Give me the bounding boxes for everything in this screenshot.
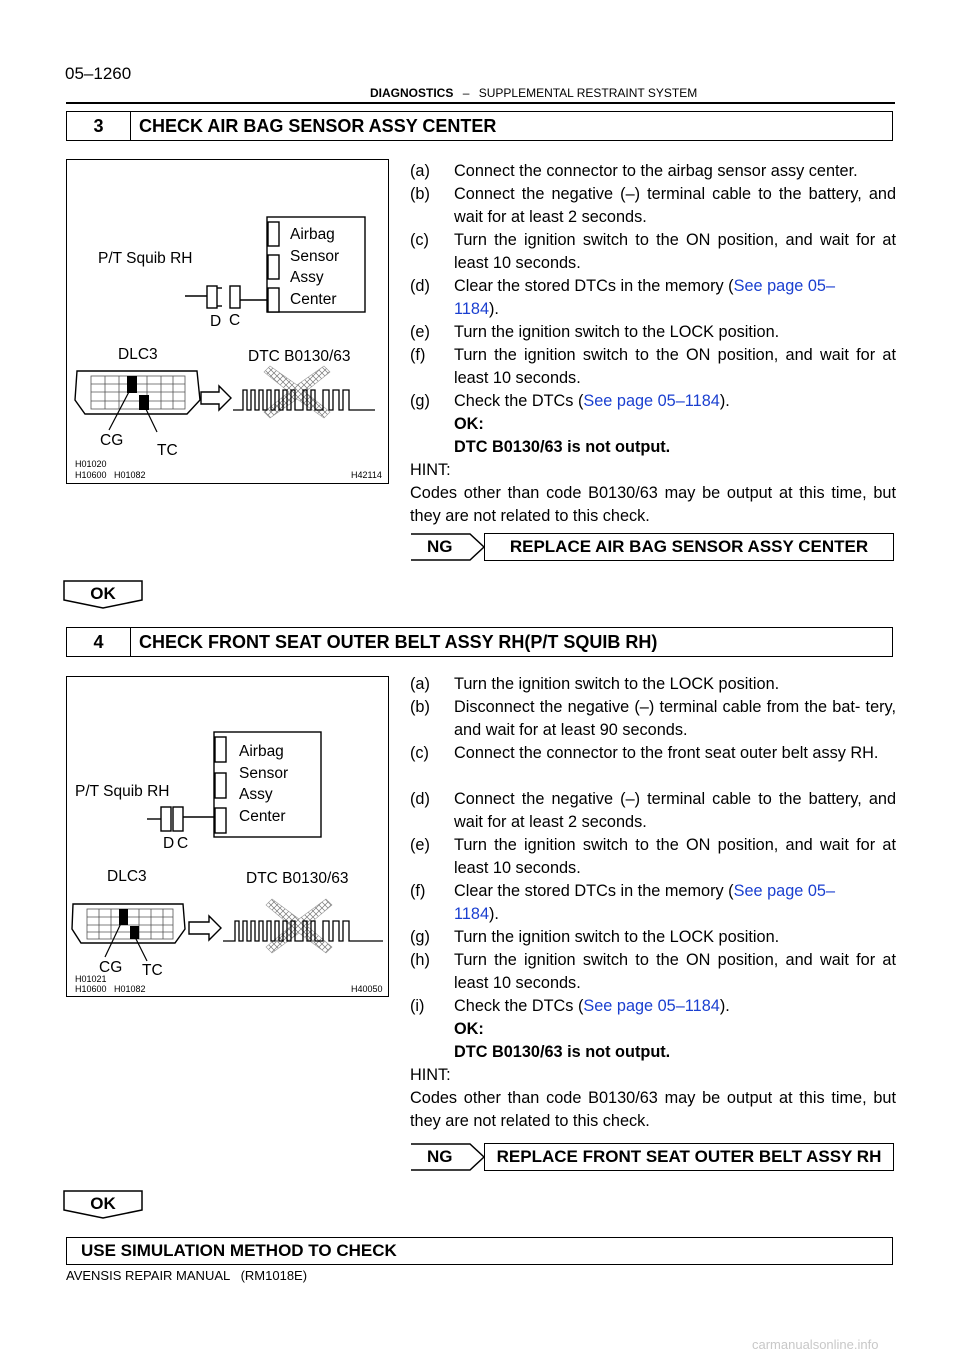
ng-label: NG: [427, 1147, 453, 1166]
item-text: Turn the ignition switch to the ON position, and wait for at least 10 seconds.: [454, 951, 896, 993]
step-4-number: 4: [67, 628, 131, 656]
item-text-pre: Clear the stored DTCs in the memory (: [454, 882, 734, 900]
ok-text: DTC B0130/63 is not output.: [454, 438, 671, 457]
item-label: (g): [410, 392, 430, 410]
step-3-item-a: [410, 160, 896, 183]
step-4-item-c: [410, 742, 896, 765]
ref-bottom-3: H10600 H01082: [75, 470, 146, 480]
item-label: (d): [410, 790, 430, 808]
step-4-ng-row: [410, 1143, 894, 1171]
step-4-item-a: [410, 673, 896, 696]
item-text: [454, 880, 874, 926]
sensor-label-4: [239, 741, 288, 827]
see-page-link[interactable]: See page 05–1184: [583, 392, 720, 410]
connector-c-label-4: C: [177, 835, 189, 852]
page-number: 05–1260: [65, 64, 132, 83]
final-instruction-box: USE SIMULATION METHOD TO CHECK: [66, 1237, 893, 1265]
step-4-item-b: [410, 696, 896, 742]
item-label: (f): [410, 346, 426, 364]
step-4-item-f: [410, 880, 896, 926]
item-text: [454, 390, 896, 413]
step-3-ng-row: [410, 533, 894, 561]
item-label: (a): [410, 162, 430, 180]
item-text: Turn the ignition switch to the LOCK position.: [454, 323, 780, 341]
item-label: (c): [410, 744, 429, 762]
item-text: Connect the connector to the airbag sensor assy center.: [454, 162, 858, 180]
ref-top-4: H01021: [75, 974, 107, 984]
tc-label-3: TC: [157, 442, 178, 459]
ref-top-3: H01020: [75, 459, 107, 469]
dlc-label-4: DLC3: [107, 868, 147, 885]
dtc-label-4: DTC B0130/63: [246, 870, 349, 887]
connector-c-label-3: C: [229, 312, 241, 329]
figure-step-3: [66, 159, 389, 484]
item-label: (a): [410, 675, 430, 693]
item-text: Turn the ignition switch to the LOCK position.: [454, 675, 780, 693]
ref-right-4: H40050: [351, 984, 383, 994]
ng-label: NG: [427, 537, 453, 556]
item-text-post: ).: [719, 392, 730, 410]
step-4-hint: [410, 1064, 896, 1134]
step-4-item-g: [410, 926, 896, 949]
ok-tag-1: [63, 580, 143, 608]
step-4-item-d: [410, 788, 896, 834]
ok-label: OK:: [454, 415, 484, 433]
connector-d-label-4: D: [163, 835, 175, 852]
step-3-title: CHECK AIR BAG SENSOR ASSY CENTER: [139, 115, 497, 136]
step-3-item-c: [410, 229, 896, 275]
item-text: Turn the ignition switch to the ON position, and wait for at least 10 seconds.: [454, 231, 896, 273]
sensor-label-3: [290, 224, 339, 310]
step-3-item-f: [410, 344, 896, 390]
step-3-item-d: [410, 275, 896, 321]
figure-step-4-diagram: [67, 677, 388, 996]
item-label: (d): [410, 277, 430, 295]
hint-text: Codes other than code B0130/63 may be output at this time, but they are not related to this check.: [410, 484, 896, 526]
tc-label-4: TC: [142, 962, 163, 979]
header-subsection: SUPPLEMENTAL RESTRAINT SYSTEM: [478, 86, 698, 100]
ok-tag-1-label: OK: [90, 584, 116, 603]
figure-step-4: [66, 676, 389, 997]
sensor-label-3-line-2: Sensor: [290, 247, 340, 265]
ref-right-3: H42114: [351, 470, 382, 480]
header-section-name: DIAGNOSTICS: [370, 86, 454, 100]
watermark: carmanualsonline.info: [752, 1337, 879, 1352]
item-label: (e): [410, 323, 430, 341]
sensor-label-3-line-4: Center: [290, 290, 337, 308]
sensor-label-4-line-1: Airbag: [239, 743, 284, 760]
footer: AVENSIS REPAIR MANUAL (RM1018E): [66, 1268, 308, 1283]
dtc-label-3: DTC B0130/63: [248, 348, 351, 365]
hint-text: Codes other than code B0130/63 may be output at this time, but they are not related to this check.: [410, 1089, 896, 1131]
header-separator: –: [462, 86, 470, 100]
item-text-post: ).: [489, 905, 499, 924]
item-text: Turn the ignition switch to the ON position, and wait for at least 10 seconds.: [454, 836, 896, 878]
ng-action: REPLACE AIR BAG SENSOR ASSY CENTER: [484, 533, 894, 561]
ng-action: REPLACE FRONT SEAT OUTER BELT ASSY RH: [484, 1143, 894, 1171]
step-4-ok: [410, 1018, 896, 1064]
step-4-box: [66, 627, 893, 657]
ok-tag-2: [63, 1190, 143, 1218]
squib-label-4: P/T Squib RH: [75, 783, 170, 800]
step-3-hint: [410, 459, 896, 529]
item-label: (b): [410, 185, 430, 203]
see-page-link[interactable]: See page 05–1184: [454, 882, 835, 924]
step-3-item-g: [410, 390, 896, 413]
step-3-item-e: [410, 321, 896, 344]
item-text: [454, 275, 874, 321]
header-section: [370, 86, 697, 100]
item-label: (f): [410, 882, 426, 900]
item-label: (i): [410, 997, 425, 1015]
step-3-item-b: [410, 183, 896, 229]
cg-label-4: CG: [99, 959, 123, 976]
sensor-label-3-line-1: Airbag: [290, 226, 335, 243]
ok-tag-2-label: OK: [90, 1194, 116, 1213]
cg-label-3: CG: [100, 432, 124, 449]
item-label: (g): [410, 928, 430, 946]
step-3-number: 3: [67, 112, 131, 140]
item-text-post: ).: [489, 300, 499, 319]
ref-bottom-4: H10600 H01082: [75, 984, 146, 994]
item-text-pre: Check the DTCs (: [454, 392, 584, 410]
sensor-label-4-line-3: Assy: [239, 786, 273, 803]
hint-label: HINT:: [410, 1066, 451, 1084]
ok-label: OK:: [454, 1020, 484, 1038]
step-3-ok: [410, 413, 896, 459]
sensor-label-3-line-3: Assy: [290, 269, 324, 286]
item-text: Connect the connector to the front seat outer belt assy RH.: [454, 744, 879, 762]
item-label: (h): [410, 951, 430, 969]
item-text: Connect the negative (–) terminal cable to the battery, and wait for at least 2 seconds.: [454, 790, 896, 832]
item-text: Turn the ignition switch to the LOCK position.: [454, 928, 780, 946]
item-text-pre: Check the DTCs (: [454, 997, 584, 1015]
see-page-link[interactable]: See page 05–1184: [454, 277, 835, 319]
see-page-link[interactable]: See page 05–1184: [583, 997, 720, 1015]
step-4-item-e: [410, 834, 896, 880]
item-label: (c): [410, 231, 429, 249]
squib-label-3: P/T Squib RH: [98, 250, 193, 267]
ok-text: DTC B0130/63 is not output.: [454, 1043, 671, 1062]
item-text-pre: Clear the stored DTCs in the memory (: [454, 277, 734, 295]
item-label: (b): [410, 698, 430, 716]
sensor-label-4-line-2: Sensor: [239, 764, 289, 782]
item-text-post: ).: [719, 997, 730, 1015]
step-4-item-i: [410, 995, 896, 1018]
sensor-label-4-line-4: Center: [239, 807, 286, 825]
step-4-title: CHECK FRONT SEAT OUTER BELT ASSY RH(P/T SQUIB RH): [139, 631, 658, 652]
item-text: Turn the ignition switch to the ON position, and wait for at least 10 seconds.: [454, 346, 896, 388]
step-3-box: [66, 111, 893, 141]
step-4-item-h: [410, 949, 896, 995]
item-label: (e): [410, 836, 430, 854]
item-text: Connect the negative (–) terminal cable to the battery, and wait for at least 2 seconds.: [454, 185, 896, 227]
connector-d-label-3: D: [210, 313, 222, 330]
item-text: [454, 995, 896, 1018]
item-text: Disconnect the negative (–) terminal cable from the bat- tery, and wait for at least 90 seconds.: [454, 698, 896, 740]
hint-label: HINT:: [410, 461, 451, 479]
dlc-label-3: DLC3: [118, 346, 158, 363]
header-rule: [66, 102, 895, 104]
